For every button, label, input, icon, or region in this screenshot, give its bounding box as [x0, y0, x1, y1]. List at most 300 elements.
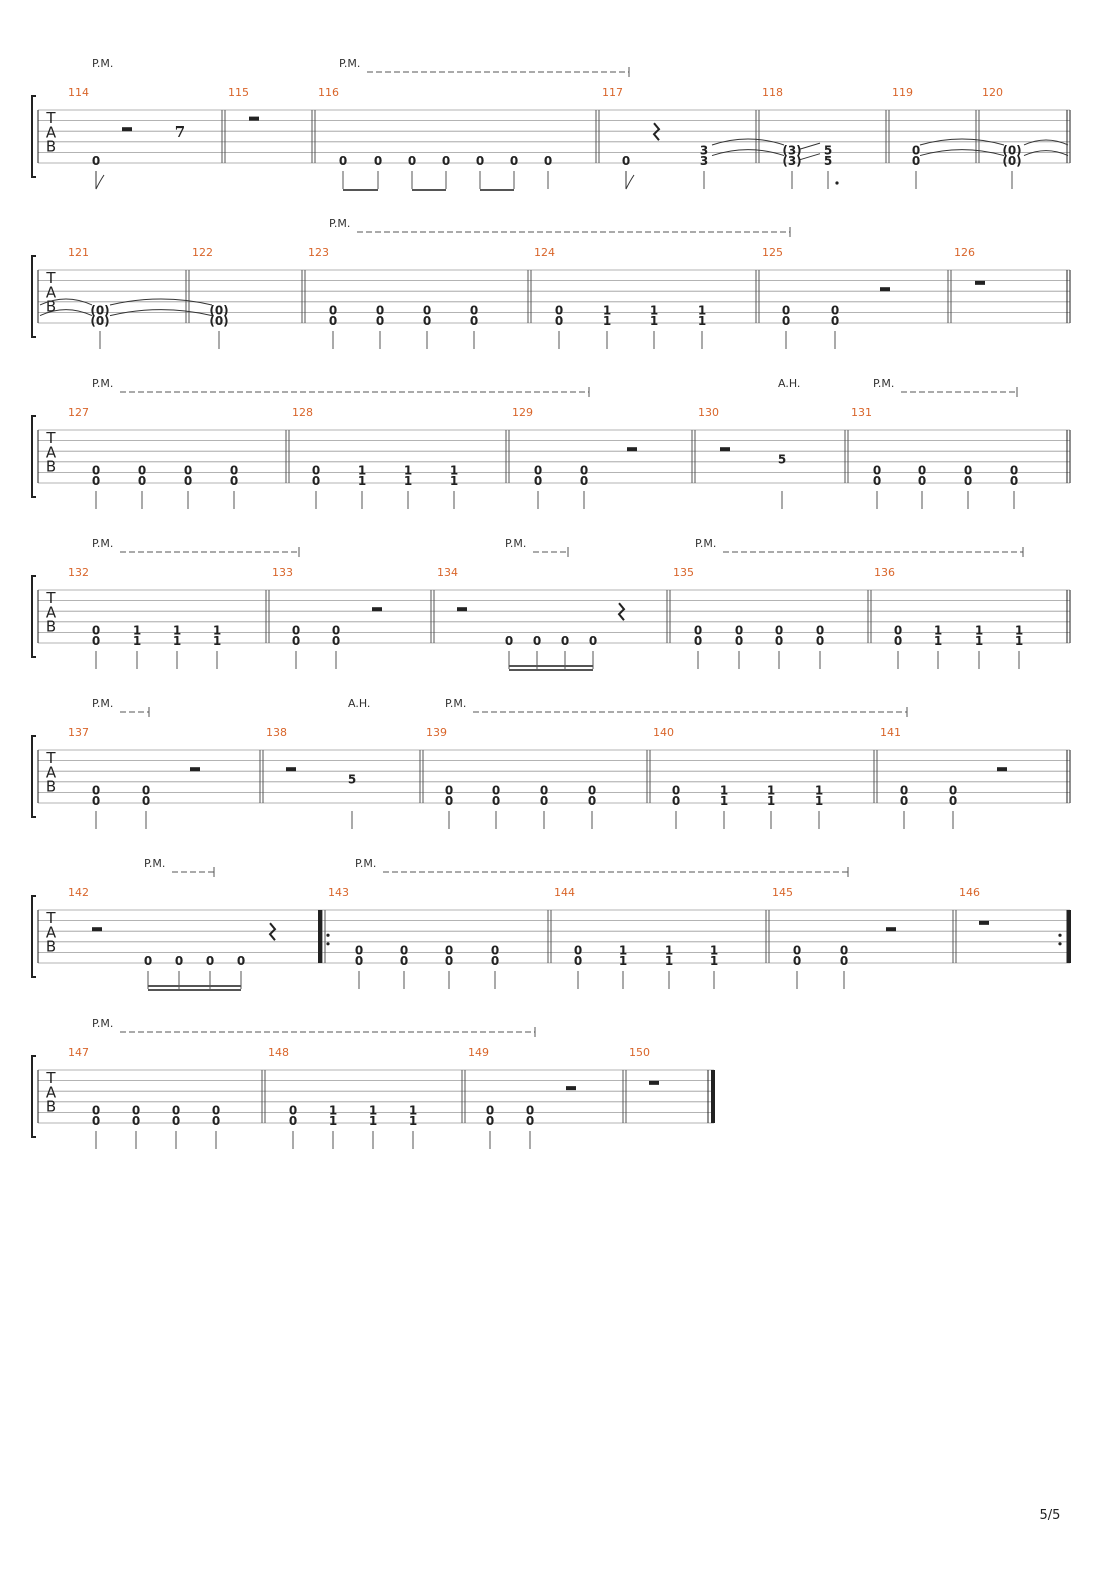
fret-number: (0) — [90, 313, 110, 328]
tab-clef-letter: A — [45, 763, 57, 782]
fret-number: 0 — [774, 633, 784, 648]
fret-number: 0 — [354, 943, 364, 958]
fret-number: 1 — [697, 303, 707, 318]
tab-clef-letter: A — [45, 923, 57, 942]
measure-number: 135 — [673, 566, 694, 579]
fret-number: 1 — [1014, 623, 1024, 638]
fret-number: 0 — [554, 313, 564, 328]
fret-number: 0 — [311, 473, 321, 488]
tab-clef-letter: A — [45, 283, 57, 302]
measure-number: 119 — [892, 86, 913, 99]
fret-number: 0 — [331, 623, 341, 638]
fret-number: 0 — [532, 633, 542, 648]
fret-number: 0 — [525, 1103, 535, 1118]
tab-clef-letter: B — [45, 137, 57, 156]
fret-number: 0 — [781, 313, 791, 328]
fret-number: 0 — [781, 303, 791, 318]
fret-number: 0 — [422, 313, 432, 328]
tab-clef-letter: T — [46, 429, 56, 447]
tab-clef-letter: T — [46, 1069, 56, 1087]
fret-number: 0 — [375, 303, 385, 318]
system-bracket — [32, 736, 36, 817]
fret-number: 1 — [212, 633, 222, 648]
fret-number: 1 — [933, 623, 943, 638]
half-rest — [92, 927, 102, 931]
palm-mute-label: P.M. — [92, 1017, 114, 1030]
fret-number: 1 — [814, 793, 824, 808]
fret-number: 0 — [469, 313, 479, 328]
fret-number: 0 — [504, 633, 514, 648]
note-beam — [480, 189, 514, 191]
palm-mute-label: P.M. — [505, 537, 527, 550]
tab-clef-letter: A — [45, 603, 57, 622]
fret-number: 1 — [974, 633, 984, 648]
fret-number: 0 — [328, 303, 338, 318]
fret-number: 1 — [933, 633, 943, 648]
fret-number: 0 — [229, 463, 239, 478]
fret-number: 0 — [444, 943, 454, 958]
palm-mute-label: P.M. — [144, 857, 166, 870]
measure-number: 117 — [602, 86, 623, 99]
fret-number: 0 — [815, 633, 825, 648]
fret-number: 1 — [1014, 633, 1024, 648]
measure-number: 116 — [318, 86, 339, 99]
measure-number: 127 — [68, 406, 89, 419]
tab-clef-letter: B — [45, 777, 57, 796]
note-stem — [626, 171, 634, 189]
fret-number: 0 — [91, 1103, 101, 1118]
note-beam — [509, 665, 593, 667]
fret-number: 0 — [1009, 463, 1019, 478]
fret-number: (0) — [90, 303, 110, 318]
fret-number: (3) — [782, 153, 802, 168]
fret-number: 0 — [91, 793, 101, 808]
fret-number: 0 — [554, 303, 564, 318]
measure-number: 123 — [308, 246, 329, 259]
fret-number: 5 — [823, 153, 833, 168]
system-bracket — [32, 416, 36, 497]
measure-number: 141 — [880, 726, 901, 739]
fret-number: 0 — [485, 1113, 495, 1128]
fret-number: 0 — [490, 943, 500, 958]
fret-number: 0 — [469, 303, 479, 318]
repeat-dot — [326, 934, 329, 937]
fret-number: 0 — [288, 1113, 298, 1128]
fret-number: 0 — [441, 153, 451, 168]
measure-number: 128 — [292, 406, 313, 419]
fret-number: 0 — [229, 473, 239, 488]
fret-number: 0 — [422, 303, 432, 318]
measure-number: 143 — [328, 886, 349, 899]
tab-system — [32, 697, 1070, 829]
tab-clef-letter: B — [45, 617, 57, 636]
fret-number: 0 — [543, 153, 553, 168]
measure-number: 132 — [68, 566, 89, 579]
repeat-dot — [1058, 942, 1061, 945]
half-rest — [975, 281, 985, 285]
fret-number: 0 — [490, 953, 500, 968]
fret-number: 0 — [893, 623, 903, 638]
fret-number: 3 — [699, 143, 709, 158]
fret-number: 0 — [693, 623, 703, 638]
fret-number: 1 — [697, 313, 707, 328]
repeat-dot — [1058, 934, 1061, 937]
fret-number: 1 — [368, 1113, 378, 1128]
measure-number: 129 — [512, 406, 533, 419]
fret-number: 0 — [475, 153, 485, 168]
fret-number: 0 — [917, 463, 927, 478]
measure-number: 145 — [772, 886, 793, 899]
half-rest — [979, 921, 989, 925]
fret-number: 0 — [311, 463, 321, 478]
fret-number: 0 — [899, 793, 909, 808]
fret-number: 0 — [533, 473, 543, 488]
repeat-dot — [326, 942, 329, 945]
fret-number: 0 — [91, 473, 101, 488]
fret-number: 1 — [408, 1103, 418, 1118]
fret-number: 1 — [408, 1113, 418, 1128]
measure-number: 142 — [68, 886, 89, 899]
fret-number: 0 — [91, 783, 101, 798]
tab-system — [32, 377, 1070, 509]
dot — [835, 181, 838, 184]
fret-number: 1 — [172, 633, 182, 648]
fret-number: 0 — [792, 953, 802, 968]
fret-number: 0 — [171, 1103, 181, 1118]
fret-number: 0 — [183, 463, 193, 478]
fret-number: 0 — [671, 793, 681, 808]
fret-number: 1 — [709, 953, 719, 968]
fret-number: 1 — [403, 463, 413, 478]
fret-number: 0 — [815, 623, 825, 638]
tab-clef-letter: B — [45, 1097, 57, 1116]
fret-number: 0 — [485, 1103, 495, 1118]
palm-mute-label: P.M. — [339, 57, 361, 70]
fret-number: (0) — [1002, 143, 1022, 158]
fret-number: 0 — [839, 943, 849, 958]
note-beam — [412, 189, 446, 191]
fret-number: 1 — [664, 943, 674, 958]
half-rest — [122, 127, 132, 131]
measure-number: 148 — [268, 1046, 289, 1059]
fret-number: 0 — [587, 793, 597, 808]
fret-number: 0 — [899, 783, 909, 798]
half-rest — [372, 607, 382, 611]
system-bracket — [32, 1056, 36, 1137]
fret-number: 1 — [602, 303, 612, 318]
half-rest — [249, 117, 259, 121]
fret-number: 1 — [974, 623, 984, 638]
fret-number: 0 — [734, 623, 744, 638]
fret-number: 0 — [671, 783, 681, 798]
fret-number: 1 — [814, 783, 824, 798]
measure-number: 139 — [426, 726, 447, 739]
fret-number: 0 — [911, 153, 921, 168]
fret-number: 0 — [407, 153, 417, 168]
fret-number: 0 — [444, 793, 454, 808]
fret-number: 1 — [649, 313, 659, 328]
fret-number: 5 — [347, 772, 357, 787]
fret-number: 1 — [649, 303, 659, 318]
fret-number: 0 — [328, 313, 338, 328]
system-bracket — [32, 256, 36, 337]
fret-number: 0 — [338, 153, 348, 168]
fret-number: 0 — [91, 153, 101, 168]
half-rest — [997, 767, 1007, 771]
repeat-end-barline — [1067, 910, 1071, 963]
tie — [1024, 151, 1068, 156]
fret-number: 0 — [621, 153, 631, 168]
fret-number: (0) — [1002, 153, 1022, 168]
fret-number: 0 — [948, 783, 958, 798]
fret-number: 1 — [172, 623, 182, 638]
fret-number: 0 — [963, 473, 973, 488]
fret-number: 0 — [141, 793, 151, 808]
fret-number: 0 — [91, 1113, 101, 1128]
half-rest — [880, 287, 890, 291]
tab-clef-letter: B — [45, 297, 57, 316]
measure-number: 150 — [629, 1046, 650, 1059]
fret-number: 0 — [291, 623, 301, 638]
fret-number: 0 — [183, 473, 193, 488]
palm-mute-label: P.M. — [92, 57, 114, 70]
tab-clef-letter: T — [46, 909, 56, 927]
palm-mute-label: P.M. — [355, 857, 377, 870]
half-rest — [649, 1081, 659, 1085]
half-rest — [457, 607, 467, 611]
measure-number: 136 — [874, 566, 895, 579]
fret-number: 1 — [602, 313, 612, 328]
measure-number: 115 — [228, 86, 249, 99]
tab-clef-letter: T — [46, 269, 56, 287]
fret-number: 1 — [212, 623, 222, 638]
palm-mute-label: P.M. — [695, 537, 717, 550]
tab-system — [32, 857, 1071, 991]
fret-number: 0 — [792, 943, 802, 958]
tie — [1024, 140, 1068, 145]
fret-number: 0 — [131, 1113, 141, 1128]
tab-clef-letter: A — [45, 123, 57, 142]
fret-number: 1 — [766, 793, 776, 808]
fret-number: 0 — [948, 793, 958, 808]
page-number: 5/5 — [1039, 1508, 1061, 1523]
fret-number: 0 — [872, 473, 882, 488]
fret-number: 0 — [587, 783, 597, 798]
slide — [800, 143, 820, 149]
fret-number: 0 — [533, 463, 543, 478]
fret-number: 1 — [618, 943, 628, 958]
fret-number: 0 — [491, 783, 501, 798]
fret-number: 0 — [171, 1113, 181, 1128]
half-rest — [627, 447, 637, 451]
fret-number: 0 — [491, 793, 501, 808]
measure-number: 131 — [851, 406, 872, 419]
palm-mute-label: P.M. — [92, 537, 114, 550]
fret-number: 0 — [211, 1113, 221, 1128]
measure-number: 144 — [554, 886, 575, 899]
fret-number: 0 — [839, 953, 849, 968]
fret-number: 1 — [328, 1103, 338, 1118]
fret-number: 1 — [719, 793, 729, 808]
tab-clef-letter: T — [46, 589, 56, 607]
fret-number: 0 — [444, 953, 454, 968]
fret-number: 5 — [823, 143, 833, 158]
fret-number: 0 — [830, 313, 840, 328]
tab-system — [32, 537, 1070, 671]
measure-number: 134 — [437, 566, 458, 579]
artificial-harmonic-label: A.H. — [348, 697, 371, 710]
measure-number: 126 — [954, 246, 975, 259]
tab-clef-letter: A — [45, 443, 57, 462]
tab-clef-letter: B — [45, 937, 57, 956]
fret-number: 5 — [777, 452, 787, 467]
fret-number: 0 — [444, 783, 454, 798]
fret-number: 0 — [693, 633, 703, 648]
measure-number: 125 — [762, 246, 783, 259]
measure-number: 133 — [272, 566, 293, 579]
system-bracket — [32, 896, 36, 977]
tab-system — [32, 1017, 715, 1149]
measure-number: 124 — [534, 246, 555, 259]
measure-number: 120 — [982, 86, 1003, 99]
tab-system — [32, 57, 1070, 191]
fret-number: 1 — [357, 463, 367, 478]
fret-number: 0 — [911, 143, 921, 158]
fret-number: 0 — [143, 953, 153, 968]
fret-number: 0 — [137, 473, 147, 488]
fret-number: 0 — [509, 153, 519, 168]
system-bracket — [32, 96, 36, 177]
fret-number: 0 — [560, 633, 570, 648]
measure-number: 149 — [468, 1046, 489, 1059]
fret-number: 1 — [403, 473, 413, 488]
half-rest — [720, 447, 730, 451]
note-beam — [148, 985, 241, 987]
note-beam — [509, 669, 593, 671]
measure-number: 137 — [68, 726, 89, 739]
palm-mute-label: P.M. — [92, 697, 114, 710]
fret-number: 0 — [573, 943, 583, 958]
tab-system — [32, 217, 1070, 349]
fret-number: (0) — [209, 313, 229, 328]
fret-number: 0 — [373, 153, 383, 168]
note-beam — [148, 989, 241, 991]
slide — [800, 154, 820, 160]
quarter-rest — [270, 923, 275, 940]
palm-mute-label: P.M. — [873, 377, 895, 390]
measure-number: 140 — [653, 726, 674, 739]
fret-number: 3 — [699, 153, 709, 168]
half-rest — [190, 767, 200, 771]
fret-number: 0 — [579, 473, 589, 488]
fret-number: 0 — [872, 463, 882, 478]
repeat-start-barline — [318, 910, 322, 963]
fret-number: 0 — [573, 953, 583, 968]
measure-number: 114 — [68, 86, 89, 99]
half-rest — [886, 927, 896, 931]
fret-number: 1 — [618, 953, 628, 968]
artificial-harmonic-label: A.H. — [778, 377, 801, 390]
measure-number: 122 — [192, 246, 213, 259]
quarter-rest — [619, 603, 624, 620]
fret-number: 0 — [963, 463, 973, 478]
measure-number: 147 — [68, 1046, 89, 1059]
palm-mute-label: P.M. — [445, 697, 467, 710]
tab-clef-letter: B — [45, 457, 57, 476]
fret-number: 1 — [449, 473, 459, 488]
measure-number: 138 — [266, 726, 287, 739]
fret-number: 0 — [131, 1103, 141, 1118]
fret-number: 1 — [132, 633, 142, 648]
fret-number: 1 — [719, 783, 729, 798]
note-stem — [96, 171, 104, 189]
quarter-rest — [654, 123, 659, 140]
fret-number: 0 — [91, 623, 101, 638]
fret-number: 1 — [709, 943, 719, 958]
fret-number: 0 — [830, 303, 840, 318]
fret-number: 1 — [664, 953, 674, 968]
fret-number: 0 — [917, 473, 927, 488]
fret-number: 0 — [588, 633, 598, 648]
fret-number: 0 — [375, 313, 385, 328]
fret-number: 1 — [449, 463, 459, 478]
fret-number: 0 — [579, 463, 589, 478]
palm-mute-label: P.M. — [92, 377, 114, 390]
fret-number: 0 — [539, 793, 549, 808]
system-bracket — [32, 576, 36, 657]
tab-clef-letter: T — [46, 749, 56, 767]
fret-number: 0 — [893, 633, 903, 648]
fret-number: 0 — [137, 463, 147, 478]
fret-number: 0 — [141, 783, 151, 798]
fret-number: 0 — [236, 953, 246, 968]
note-beam — [343, 189, 378, 191]
fret-number: 1 — [766, 783, 776, 798]
fret-number: 0 — [399, 953, 409, 968]
measure-number: 121 — [68, 246, 89, 259]
palm-mute-label: P.M. — [329, 217, 351, 230]
fret-number: 0 — [288, 1103, 298, 1118]
final-barline — [711, 1070, 715, 1123]
fret-number: 0 — [211, 1103, 221, 1118]
fret-number: 0 — [91, 463, 101, 478]
fret-number: 0 — [734, 633, 744, 648]
fret-number: 0 — [331, 633, 341, 648]
measure-number: 130 — [698, 406, 719, 419]
fret-number: 1 — [357, 473, 367, 488]
fret-number: 0 — [539, 783, 549, 798]
fret-number: (3) — [782, 143, 802, 158]
tab-clef-letter: T — [46, 109, 56, 127]
fret-number: 0 — [174, 953, 184, 968]
fret-number: 0 — [354, 953, 364, 968]
measure-number: 118 — [762, 86, 783, 99]
fret-number: 1 — [328, 1113, 338, 1128]
fret-number: 0 — [205, 953, 215, 968]
tab-clef-letter: A — [45, 1083, 57, 1102]
eighth-rest: 7 — [174, 123, 186, 142]
measure-number: 146 — [959, 886, 980, 899]
fret-number: 0 — [525, 1113, 535, 1128]
fret-number: 0 — [774, 623, 784, 638]
fret-number: 0 — [91, 633, 101, 648]
fret-number: 0 — [291, 633, 301, 648]
fret-number: (0) — [209, 303, 229, 318]
half-rest — [286, 767, 296, 771]
fret-number: 0 — [1009, 473, 1019, 488]
fret-number: 0 — [399, 943, 409, 958]
half-rest — [566, 1086, 576, 1090]
